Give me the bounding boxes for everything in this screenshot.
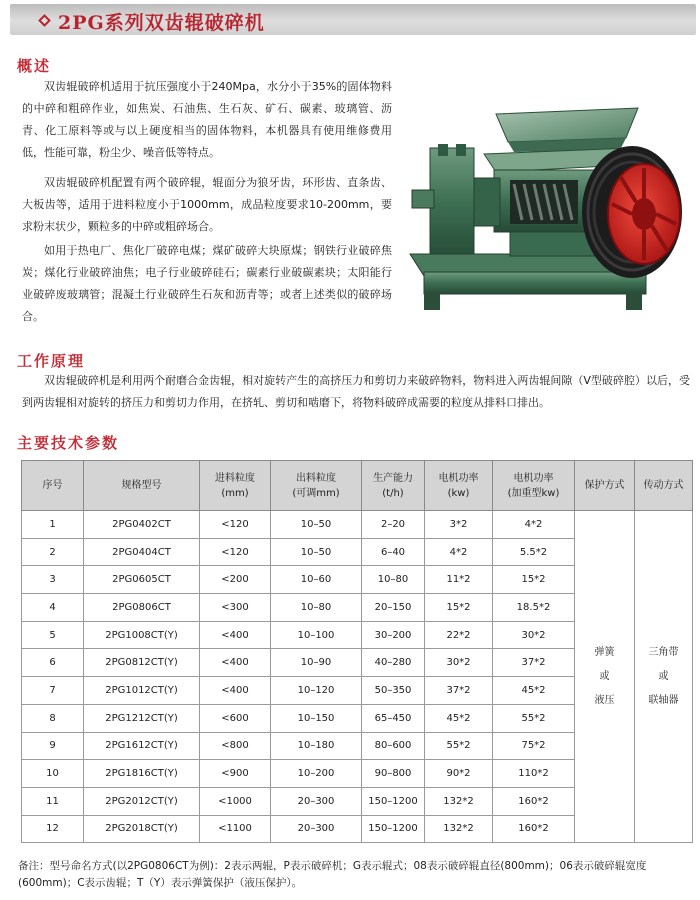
cell-output: 10–200 bbox=[271, 760, 362, 788]
cell-power: 30*2 bbox=[425, 649, 493, 677]
diamond-icon bbox=[38, 14, 51, 27]
cell-output: 20–300 bbox=[271, 815, 362, 843]
cell-feed: <120 bbox=[200, 511, 271, 539]
cell-no: 7 bbox=[22, 677, 84, 705]
cell-no: 2 bbox=[22, 538, 84, 566]
cell-capacity: 150–1200 bbox=[362, 787, 425, 815]
cell-model: 2PG1012CT(Y) bbox=[84, 677, 200, 705]
cell-power-heavy: 30*2 bbox=[493, 621, 575, 649]
cell-output: 20–300 bbox=[271, 787, 362, 815]
cell-power: 3*2 bbox=[425, 511, 493, 539]
overview-heading: 概述 bbox=[17, 57, 52, 75]
cell-no: 6 bbox=[22, 649, 84, 677]
cell-power: 37*2 bbox=[425, 677, 493, 705]
col-header-motor-power: 电机功率 (kw) bbox=[425, 461, 493, 511]
col-header-output-size: 出料粒度 (可调mm) bbox=[271, 461, 362, 511]
cell-model: 2PG0404CT bbox=[84, 538, 200, 566]
cell-feed: <300 bbox=[200, 594, 271, 622]
specs-heading: 主要技术参数 bbox=[17, 434, 120, 452]
cell-feed: <400 bbox=[200, 621, 271, 649]
cell-power: 55*2 bbox=[425, 732, 493, 760]
cell-capacity: 10–80 bbox=[362, 566, 425, 594]
col-header-motor-power-heavy: 电机功率 (加重型kw) bbox=[493, 461, 575, 511]
cell-capacity: 20–150 bbox=[362, 594, 425, 622]
cell-model: 2PG0812CT(Y) bbox=[84, 649, 200, 677]
col-header-capacity: 生产能力 (t/h) bbox=[362, 461, 425, 511]
overview-paragraph-2: 双齿辊破碎机配置有两个破碎辊，辊面分为狼牙齿，环形齿、直条齿、大板齿等，适用于进料粒度小于1000mm，成品粒度要求10-200mm，要求粉末状少，颗粒多的中碎或粗碎场合。 bbox=[22, 176, 392, 233]
cell-power-heavy: 37*2 bbox=[493, 649, 575, 677]
cell-capacity: 40–280 bbox=[362, 649, 425, 677]
footnote: 备注：型号命名方式(以2PG0806CT为例)：2表示两辊，P表示破碎机；G表示辊式；08表示破碎辊直径(800mm)；06表示破碎辊宽度(600mm)；C表示齿辊；T（Y）表示弹簧保护（液压保护）。 bbox=[18, 860, 647, 889]
col-header-drive: 传动方式 bbox=[635, 461, 693, 511]
cell-no: 3 bbox=[22, 566, 84, 594]
cell-capacity: 50–350 bbox=[362, 677, 425, 705]
principle-heading: 工作原理 bbox=[17, 352, 86, 370]
cell-power: 4*2 bbox=[425, 538, 493, 566]
overview-paragraph-3: 如用于热电厂、焦化厂破碎电煤；煤矿破碎大块原煤；钢铁行业破碎焦炭；煤化行业破碎油焦；电子行业破碎硅石；碳素行业破碳素块；太阳能行业破碎废玻璃管；混凝土行业破碎生石灰和沥青等；或者上述类似的破碎场合。 bbox=[22, 244, 392, 323]
cell-model: 2PG2012CT(Y) bbox=[84, 787, 200, 815]
cell-output: 10–180 bbox=[271, 732, 362, 760]
cell-feed: <1100 bbox=[200, 815, 271, 843]
cell-no: 10 bbox=[22, 760, 84, 788]
page-title: 2PG系列双齿辊破碎机 bbox=[58, 12, 265, 34]
specs-header-row bbox=[22, 461, 693, 511]
cell-output: 10–90 bbox=[271, 649, 362, 677]
col-header-no: 序号 bbox=[22, 461, 84, 511]
cell-model: 2PG0402CT bbox=[84, 511, 200, 539]
cell-model: 2PG1212CT(Y) bbox=[84, 704, 200, 732]
cell-drive: 三角带 或 联轴器 bbox=[635, 511, 693, 843]
cell-output: 10–100 bbox=[271, 621, 362, 649]
cell-no: 4 bbox=[22, 594, 84, 622]
cell-feed: <900 bbox=[200, 760, 271, 788]
cell-power: 132*2 bbox=[425, 787, 493, 815]
cell-feed: <800 bbox=[200, 732, 271, 760]
cell-model: 2PG1612CT(Y) bbox=[84, 732, 200, 760]
cell-capacity: 2–20 bbox=[362, 511, 425, 539]
cell-power-heavy: 160*2 bbox=[493, 815, 575, 843]
cell-output: 10–120 bbox=[271, 677, 362, 705]
cell-feed: <400 bbox=[200, 677, 271, 705]
cell-power: 45*2 bbox=[425, 704, 493, 732]
cell-no: 5 bbox=[22, 621, 84, 649]
cell-power: 22*2 bbox=[425, 621, 493, 649]
cell-output: 10–50 bbox=[271, 538, 362, 566]
cell-power: 90*2 bbox=[425, 760, 493, 788]
cell-feed: <200 bbox=[200, 566, 271, 594]
cell-power: 15*2 bbox=[425, 594, 493, 622]
cell-power-heavy: 4*2 bbox=[493, 511, 575, 539]
table-row bbox=[22, 511, 693, 539]
cell-output: 10–150 bbox=[271, 704, 362, 732]
roller-crusher-image bbox=[400, 104, 690, 316]
specs-table bbox=[21, 460, 693, 843]
cell-capacity: 6–40 bbox=[362, 538, 425, 566]
col-header-feed-size: 进料粒度 (mm) bbox=[200, 461, 271, 511]
cell-power-heavy: 110*2 bbox=[493, 760, 575, 788]
cell-power-heavy: 160*2 bbox=[493, 787, 575, 815]
cell-capacity: 150–1200 bbox=[362, 815, 425, 843]
overview-paragraph-1: 双齿辊破碎机适用于抗压强度小于240Mpa，水分小于35%的固体物料的中碎和粗碎作业，如焦炭、石油焦、生石灰、矿石、碳素、玻璃管、沥青、化工原料等或与以上硬度相当的固体物料，本机器具有使用维修费用低，性能可靠，粉尘少、噪音低等特点。 bbox=[22, 80, 392, 159]
cell-capacity: 90–800 bbox=[362, 760, 425, 788]
cell-capacity: 65–450 bbox=[362, 704, 425, 732]
cell-no: 1 bbox=[22, 511, 84, 539]
cell-capacity: 80–600 bbox=[362, 732, 425, 760]
cell-power: 132*2 bbox=[425, 815, 493, 843]
cell-model: 2PG0806CT bbox=[84, 594, 200, 622]
cell-feed: <600 bbox=[200, 704, 271, 732]
cell-power-heavy: 18.5*2 bbox=[493, 594, 575, 622]
principle-paragraph: 双齿辊破碎机是利用两个耐磨合金齿辊，相对旋转产生的高挤压力和剪切力来破碎物料，物料进入两齿辊间隙（V型破碎腔）以后，受到两齿辊相对旋转的挤压力和剪切力作用，在挤轧、剪切和啮磨下，将物料破碎成需要的粒度从排料口排出。 bbox=[22, 374, 690, 409]
cell-power-heavy: 45*2 bbox=[493, 677, 575, 705]
cell-protection: 弹簧 或 液压 bbox=[575, 511, 635, 843]
cell-output: 10–60 bbox=[271, 566, 362, 594]
cell-output: 10–80 bbox=[271, 594, 362, 622]
title-banner bbox=[10, 4, 696, 35]
cell-power-heavy: 75*2 bbox=[493, 732, 575, 760]
cell-model: 2PG2018CT(Y) bbox=[84, 815, 200, 843]
col-header-protection: 保护方式 bbox=[575, 461, 635, 511]
cell-power-heavy: 55*2 bbox=[493, 704, 575, 732]
cell-power-heavy: 5.5*2 bbox=[493, 538, 575, 566]
cell-model: 2PG1816CT(Y) bbox=[84, 760, 200, 788]
col-header-model: 规格型号 bbox=[84, 461, 200, 511]
cell-no: 11 bbox=[22, 787, 84, 815]
cell-model: 2PG1008CT(Y) bbox=[84, 621, 200, 649]
cell-power-heavy: 15*2 bbox=[493, 566, 575, 594]
cell-feed: <120 bbox=[200, 538, 271, 566]
cell-capacity: 30–200 bbox=[362, 621, 425, 649]
cell-power: 11*2 bbox=[425, 566, 493, 594]
cell-feed: <1000 bbox=[200, 787, 271, 815]
cell-feed: <400 bbox=[200, 649, 271, 677]
cell-no: 8 bbox=[22, 704, 84, 732]
cell-model: 2PG0605CT bbox=[84, 566, 200, 594]
cell-no: 9 bbox=[22, 732, 84, 760]
cell-no: 12 bbox=[22, 815, 84, 843]
cell-output: 10–50 bbox=[271, 511, 362, 539]
